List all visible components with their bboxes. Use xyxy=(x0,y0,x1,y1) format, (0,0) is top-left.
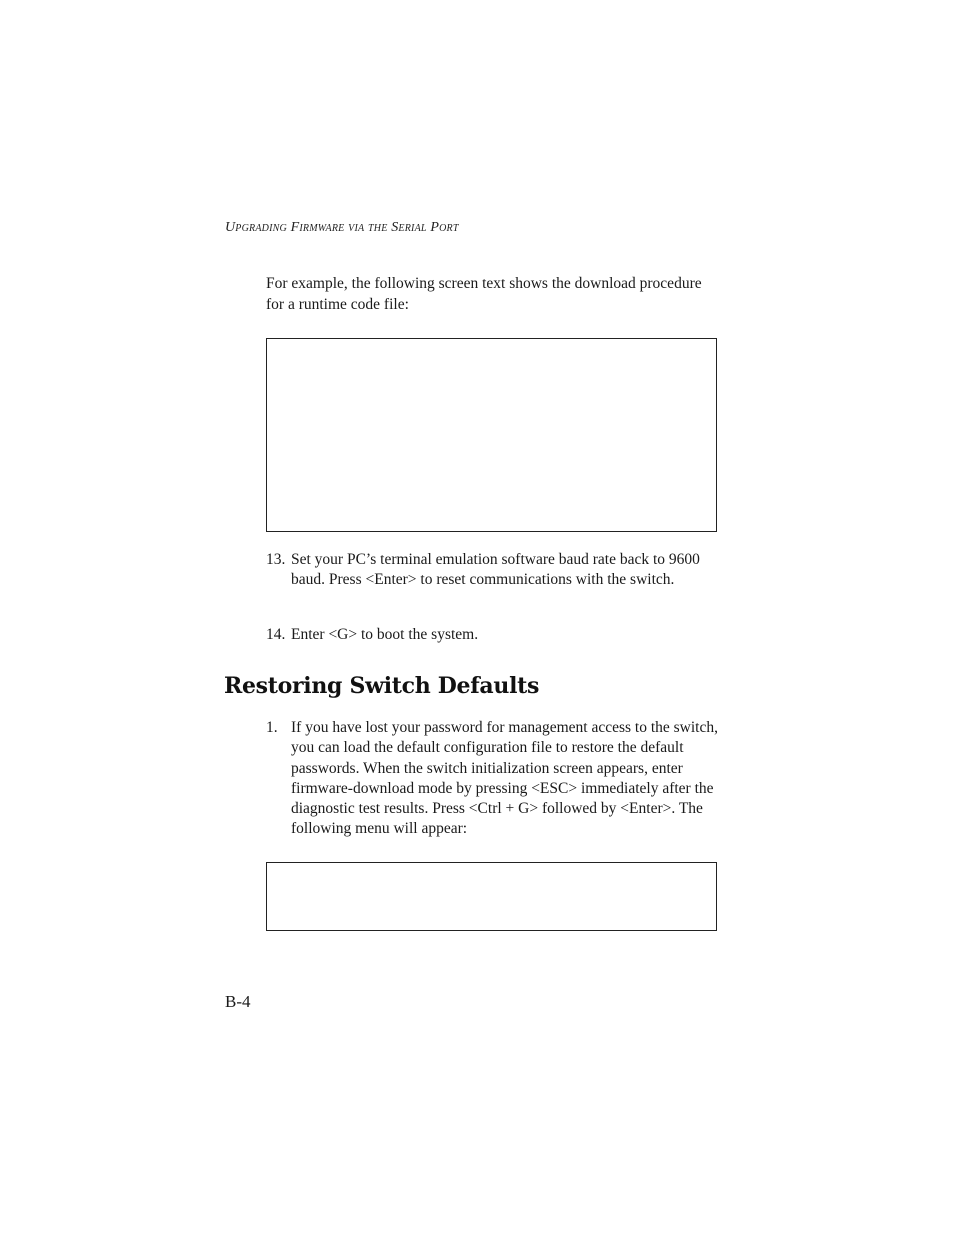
screen-text-box-menu xyxy=(266,862,717,931)
step-text: Set your PC’s terminal emulation software baud rate back to 9600 baud. Press <Enter> to reset communications with the switch. xyxy=(291,551,700,589)
step-text: Enter <G> to boot the system. xyxy=(291,626,479,643)
running-head: Upgrading Firmware via the Serial Port xyxy=(225,220,459,235)
step-13 xyxy=(266,550,718,591)
section-title: Restoring Switch Defaults xyxy=(224,673,540,699)
step-14 xyxy=(266,625,718,645)
step-text: If you have lost your password for management access to the switch, you can load the default configuration file to restore the default passwords. When the switch initialization screen appears, enter firmware-download mode by pressing <ESC> immediately after the diagnostic test results. Press <Ctrl + G> followed by <Enter>. The following menu will appear: xyxy=(291,719,718,838)
step-number: 1. xyxy=(266,719,278,736)
page-number: B-4 xyxy=(225,992,251,1011)
step-number: 14. xyxy=(266,626,286,643)
screen-text-box-download xyxy=(266,338,717,532)
intro-paragraph: For example, the following screen text shows the download procedure for a runtime code file: xyxy=(266,275,702,313)
step-number: 13. xyxy=(266,551,286,568)
step-1 xyxy=(266,718,718,840)
